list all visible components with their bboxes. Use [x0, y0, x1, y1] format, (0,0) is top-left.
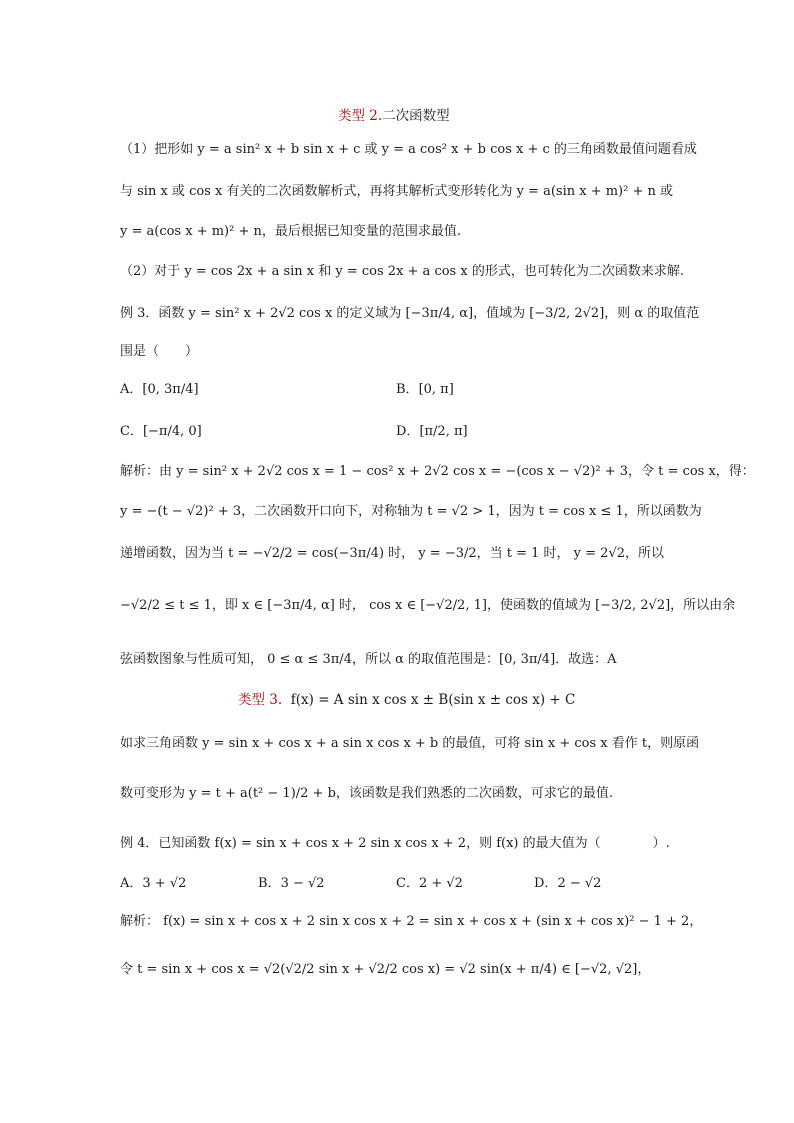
option-a-text: [0, 3π/4] — [142, 382, 199, 397]
ex4-option-d-text: 2 − √2 — [557, 876, 602, 891]
example-3-option-b — [396, 378, 454, 397]
example-3-option-c — [120, 420, 202, 439]
heading-type-3-number: 类型 3. — [238, 692, 283, 708]
option-b-label: B． — [396, 382, 419, 397]
example-4-question: 例 4．已知函数 f(x) = sin x + cos x + 2 sin x cos x + 2，则 f(x) 的最大值为（ ）. — [120, 836, 670, 851]
paragraph-1: （1）把形如 y = a sin² x + b sin x + c 或 y = a cos² x + b cos x + c 的三角函数最值问题看成 — [120, 142, 697, 157]
paragraph-2: 与 sin x 或 cos x 有关的二次函数解析式，再将其解析式变形转化为 y = a(sin x + m)² + n 或 — [120, 184, 673, 199]
example-4-option-c — [396, 872, 463, 891]
heading-type-3 — [238, 688, 575, 708]
solution-4-line-2: 令 t = sin x + cos x = √2(√2/2 sin x + √2/2 cos x) = √2 sin(x + π/4) ∈ [−√2, √2]， — [120, 962, 651, 977]
example-3-option-d — [396, 420, 468, 439]
solution-3-line-5: 弦函数图象与性质可知， 0 ≤ α ≤ 3π/4，所以 α 的取值范围是：[0, 3π/4]．故选：A — [120, 652, 617, 667]
solution-3-line-3: 递增函数，因为当 t = −√2/2 = cos(−3π/4) 时， y = −3/2，当 t = 1 时， y = 2√2，所以 — [120, 546, 665, 561]
solution-4-line-1: 解析： f(x) = sin x + cos x + 2 sin x cos x + 2 = sin x + cos x + (sin x + cos x)² − 1 + 2， — [120, 914, 703, 929]
example-4-option-b — [258, 872, 325, 891]
paragraph-4: （2）对于 y = cos 2x + a sin x 和 y = cos 2x + a cos x 的形式，也可转化为二次函数来求解. — [120, 264, 684, 279]
example-3-option-a — [120, 378, 199, 397]
ex4-option-a-label: A． — [120, 876, 143, 891]
solution-3-line-4: −√2/2 ≤ t ≤ 1，即 x ∈ [−3π/4, α] 时， cos x ∈ [−√2/2, 1]，使函数的值域为 [−3/2, 2√2]，所以由余 — [120, 598, 736, 613]
option-c-text: [−π/4, 0] — [142, 424, 202, 439]
example-3-question: 例 3．函数 y = sin² x + 2√2 cos x 的定义域为 [−3π/4, α]，值域为 [−3/2, 2√2]，则 α 的取值范 — [120, 306, 700, 321]
heading-type-2-title: 二次函数型 — [382, 108, 450, 124]
solution-3-line-1: 解析：由 y = sin² x + 2√2 cos x = 1 − cos² x + 2√2 cos x = −(cos x − √2)² + 3，令 t = cos x，得： — [120, 464, 755, 479]
option-c-label: C． — [120, 424, 143, 439]
paragraph-5: 如求三角函数 y = sin x + cos x + a sin x cos x + b 的最值，可将 sin x + cos x 看作 t，则原函 — [120, 736, 700, 751]
paragraph-6: 数可变形为 y = t + a(t² − 1)/2 + b，该函数是我们熟悉的二次函数，可求它的最值. — [120, 786, 614, 801]
ex4-option-d-label: D． — [534, 876, 558, 891]
ex4-option-c-label: C． — [396, 876, 419, 891]
ex4-option-c-text: 2 + √2 — [418, 876, 463, 891]
example-3-question-cont: 围是（ ） — [120, 344, 199, 359]
option-a-label: A． — [120, 382, 143, 397]
paragraph-3: y = a(cos x + m)² + n，最后根据已知变量的范围求最值. — [120, 224, 461, 239]
option-d-label: D． — [396, 424, 420, 439]
ex4-option-b-label: B． — [258, 876, 281, 891]
heading-type-2 — [338, 104, 450, 124]
option-b-text: [0, π] — [418, 382, 454, 397]
solution-3-line-2: y = −(t − √2)² + 3，二次函数开口向下，对称轴为 t = √2 > 1，因为 t = cos x ≤ 1，所以函数为 — [120, 504, 702, 519]
example-4-option-a — [120, 872, 186, 891]
example-4-option-d — [534, 872, 601, 891]
ex4-option-a-text: 3 + √2 — [142, 876, 187, 891]
ex4-option-b-text: 3 − √2 — [280, 876, 325, 891]
heading-type-3-title: f(x) = A sin x cos x ± B(sin x ± cos x) + C — [290, 692, 576, 708]
option-d-text: [π/2, π] — [419, 424, 468, 439]
heading-type-2-number: 类型 2. — [338, 108, 383, 124]
